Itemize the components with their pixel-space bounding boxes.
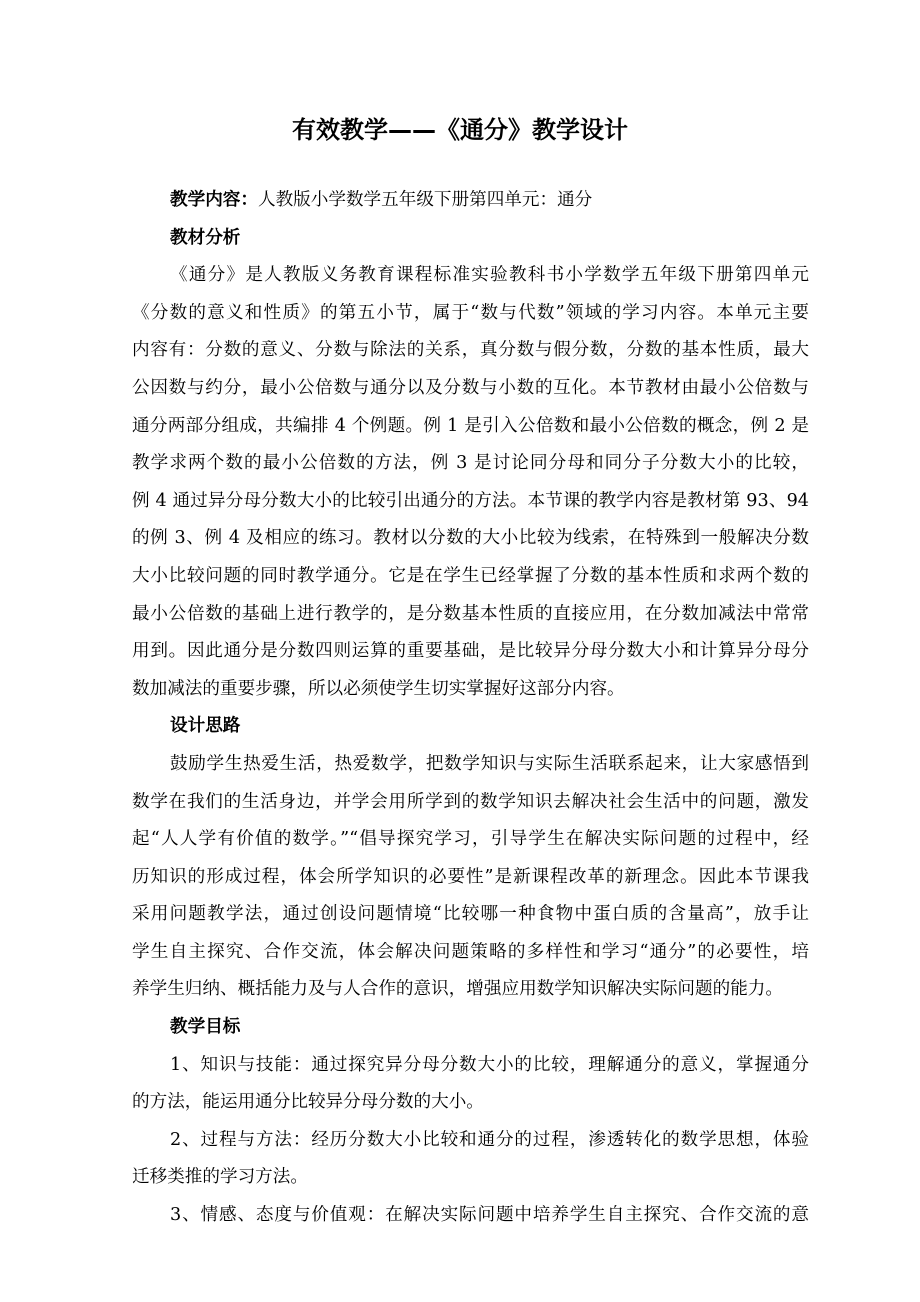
paragraph-line: 例 4 通过异分母分数大小的比较引出通分的方法。本节课的教学内容是教材第 93、94 (132, 490, 809, 511)
paragraph-line: 公因数与约分，最小公倍数与通分以及分数与小数的互化。本节教材由最小公倍数与 (132, 377, 809, 398)
paragraph-line: 最小公倍数的基础上进行教学的，是分数基本性质的直接应用，在分数加减法中常常 (132, 603, 809, 624)
paragraph-line: 大小比较问题的同时教学通分。它是在学生已经掌握了分数的基本性质和求两个数的 (132, 565, 809, 586)
section-heading: 教学目标 (170, 1017, 241, 1038)
paragraph-line: 1、知识与技能：通过探究异分母分数大小的比较，理解通分的意义，掌握通分 (170, 1054, 809, 1075)
paragraph-line: 教学求两个数的最小公倍数的方法，例 3 是讨论同分母和同分子分数大小的比较， (132, 453, 809, 474)
section-heading: 教材分析 (170, 227, 241, 248)
paragraph-line: 《分数的意义和性质》的第五小节，属于“数与代数”领域的学习内容。本单元主要 (132, 302, 809, 323)
paragraph-line: 起“人人学有价值的数学。”“倡导探究学习，引导学生在解决实际问题的过程中，经 (132, 829, 809, 850)
paragraph-line: 鼓励学生热爱生活，热爱数学，把数学知识与实际生活联系起来，让大家感悟到 (170, 753, 809, 774)
teaching-content-line (132, 182, 809, 220)
document-body (132, 182, 809, 1235)
paragraph-line: 用到。因此通分是分数四则运算的重要基础，是比较异分母分数大小和计算异分母分 (132, 641, 809, 662)
paragraph-line: 迁移类推的学习方法。 (132, 1167, 308, 1188)
paragraph-line: 学生自主探究、合作交流，体会解决问题策略的多样性和学习“通分”的必要性，培 (132, 941, 809, 962)
teaching-content-label: 教学内容： (170, 190, 258, 210)
paragraph-line: 数学在我们的生活身边，并学会用所学到的数学知识去解决社会生活中的问题，激发 (132, 791, 809, 812)
paragraph-line: 数加减法的重要步骤，所以必须使学生切实掌握好这部分内容。 (132, 678, 625, 699)
paragraph-line: 3、情感、态度与价值观：在解决实际问题中培养学生自主探究、合作交流的意 (170, 1205, 809, 1226)
paragraph-line: 《通分》是人教版义务教育课程标准实验教科书小学数学五年级下册第四单元 (170, 265, 809, 286)
paragraph-line: 养学生归纳、概括能力及与人合作的意识，增强应用数学知识解决实际问题的能力。 (132, 979, 783, 1000)
paragraph-line: 历知识的形成过程，体会所学知识的必要性”是新课程改革的新理念。因此本节课我 (132, 866, 809, 887)
document-title: 有效教学——《通分》教学设计 (292, 116, 628, 144)
paragraph-line: 的方法，能运用通分比较异分母分数的大小。 (132, 1092, 484, 1113)
paragraph-line: 内容有：分数的意义、分数与除法的关系，真分数与假分数，分数的基本性质，最大 (132, 340, 809, 361)
section-heading: 设计思路 (170, 716, 241, 737)
paragraph-line: 采用问题教学法，通过创设问题情境“比较哪一种食物中蛋白质的含量高”，放手让 (132, 904, 809, 925)
paragraph-line: 的例 3、例 4 及相应的练习。教材以分数的大小比较为线索，在特殊到一般解决分数 (132, 528, 809, 549)
teaching-content-value: 人教版小学数学五年级下册第四单元：通分 (257, 190, 593, 210)
paragraph-line: 通分两部分组成，共编排 4 个例题。例 1 是引入公倍数和最小公倍数的概念，例 2 是 (132, 415, 809, 436)
paragraph-line: 2、过程与方法：经历分数大小比较和通分的过程，渗透转化的数学思想，体验 (170, 1129, 809, 1150)
